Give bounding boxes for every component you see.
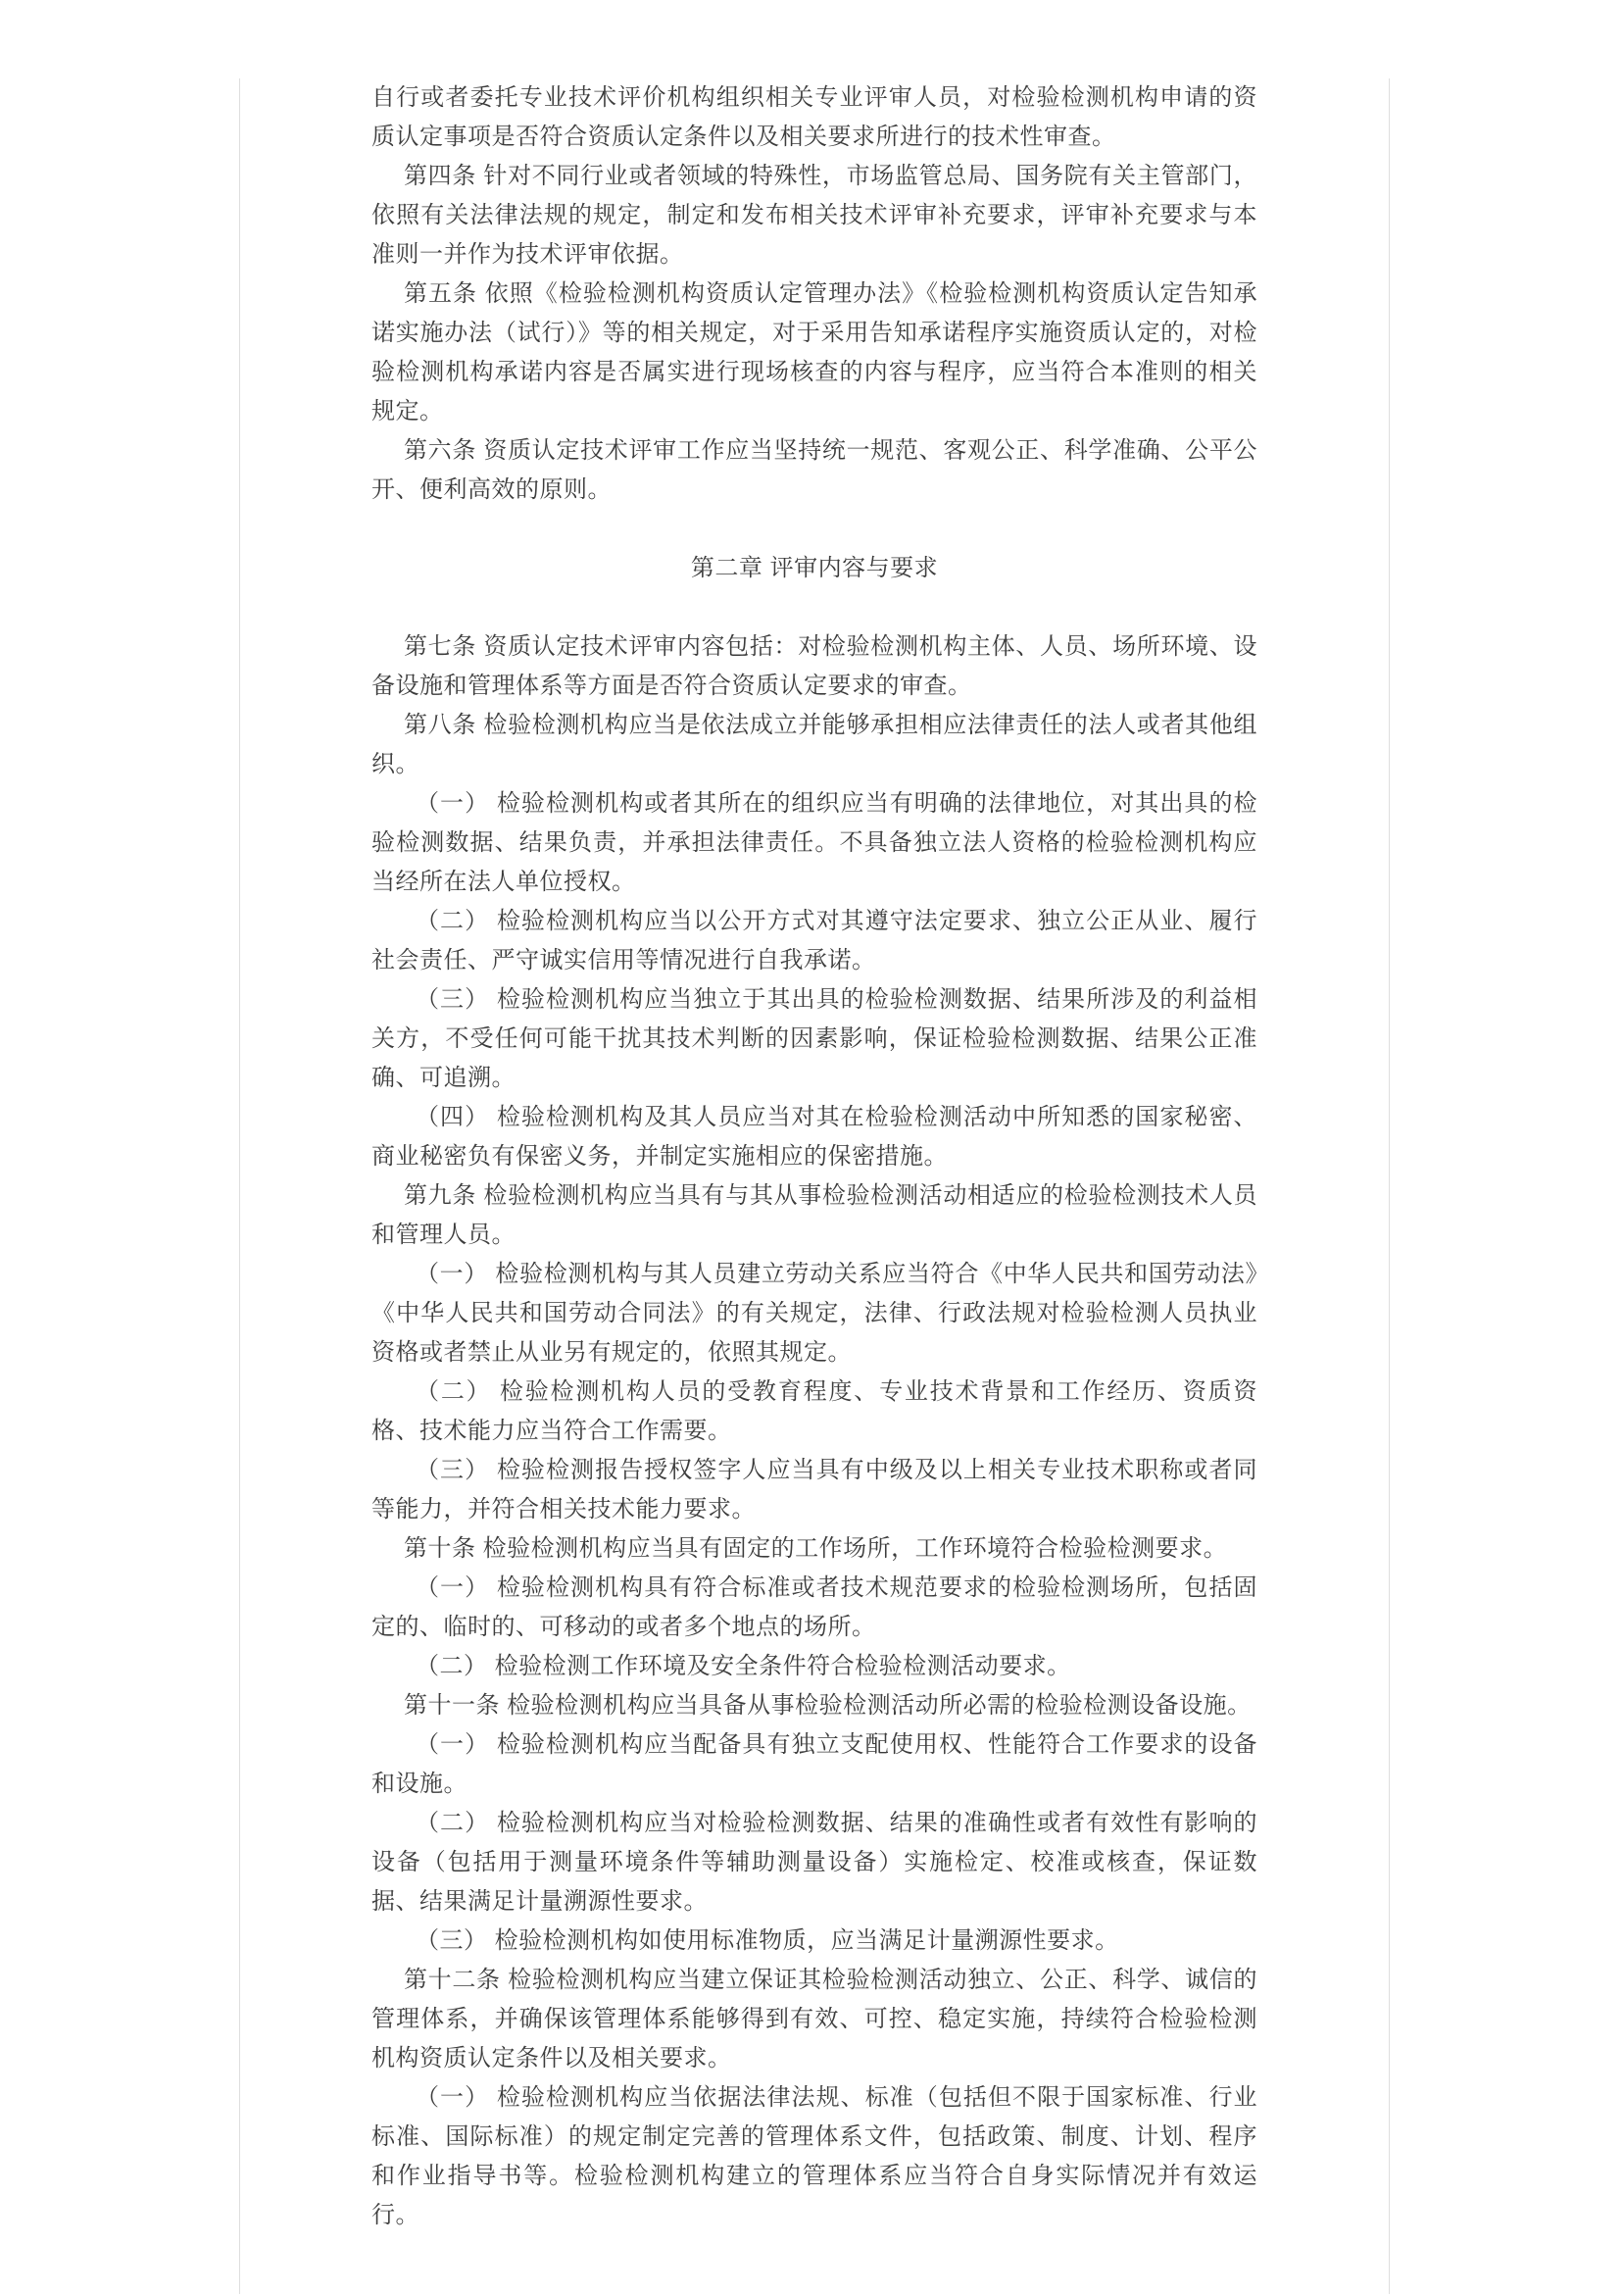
paragraph: 第七条 资质认定技术评审内容包括：对检验检测机构主体、人员、场所环境、设备设施和管理体系等方面是否符合资质认定要求的审查。 [371,633,1257,699]
paragraph: （一） 检验检测机构或者其所在的组织应当有明确的法律地位，对其出具的检验检测数据、结果负责，并承担法律责任。不具备独立法人资格的检验检测机构应当经所在法人单位授权。 [371,790,1257,895]
paragraph: （三） 检验检测报告授权签字人应当具有中级及以上相关专业技术职称或者同等能力，并符合相关技术能力要求。 [371,1457,1257,1522]
paragraph: （二） 检验检测机构应当对检验检测数据、结果的准确性或者有效性有影响的设备（包括用于测量环境条件等辅助测量设备）实施检定、校准或核查，保证数据、结果满足计量溯源性要求。 [371,1810,1257,1915]
document-body [371,78,1257,2235]
paragraph: 第十条 检验检测机构应当具有固定的工作场所，工作环境符合检验检测要求。 [404,1535,1228,1562]
paragraph: （一） 检验检测机构应当依据法律法规、标准（包括但不限于国家标准、行业标准、国际标准）的规定制定完善的管理体系文件，包括政策、制度、计划、程序和作业指导书等。检验检测机构建立的管理体系应当符合自身实际情况并有效运行。 [371,2084,1257,2228]
paragraph: 第十一条 检验检测机构应当具备从事检验检测活动所必需的检验检测设备设施。 [404,1692,1252,1719]
paragraph: （二） 检验检测机构人员的受教育程度、专业技术背景和工作经历、资质资格、技术能力应当符合工作需要。 [371,1378,1257,1444]
paragraph: 第十二条 检验检测机构应当建立保证其检验检测活动独立、公正、科学、诚信的管理体系，并确保该管理体系能够得到有效、可控、稳定实施，持续符合检验检测机构资质认定条件以及相关要求。 [371,1967,1257,2071]
paragraph: （一） 检验检测机构与其人员建立劳动关系应当符合《中华人民共和国劳动法》《中华人民共和国劳动合同法》的有关规定，法律、行政法规对检验检测人员执业资格或者禁止从业另有规定的，依照其规定。 [371,1261,1257,1366]
paragraph: （二） 检验检测工作环境及安全条件符合检验检测活动要求。 [416,1653,1071,1679]
paragraph: 第六条 资质认定技术评审工作应当坚持统一规范、客观公正、科学准确、公平公开、便利高效的原则。 [371,437,1257,503]
paragraph: 第九条 检验检测机构应当具有与其从事检验检测活动相适应的检验检测技术人员和管理人员。 [371,1182,1257,1248]
paragraph: 自行或者委托专业技术评价机构组织相关专业评审人员，对检验检测机构申请的资质认定事项是否符合资质认定条件以及相关要求所进行的技术性审查。 [371,84,1257,150]
paragraph: （三） 检验检测机构如使用标准物质，应当满足计量溯源性要求。 [416,1927,1119,1954]
paragraph: （一） 检验检测机构应当配备具有独立支配使用权、性能符合工作要求的设备和设施。 [371,1731,1257,1797]
paragraph: 第五条 依照《检验检测机构资质认定管理办法》《检验检测机构资质认定告知承诺实施办法（试行）》等的相关规定，对于采用告知承诺程序实施资质认定的，对检验检测机构承诺内容是否属实进行现场核查的内容与程序，应当符合本准则的相关规定。 [371,280,1257,424]
paragraph: （二） 检验检测机构应当以公开方式对其遵守法定要求、独立公正从业、履行社会责任、严守诚实信用等情况进行自我承诺。 [371,908,1257,973]
paragraph: （四） 检验检测机构及其人员应当对其在检验检测活动中所知悉的国家秘密、商业秘密负有保密义务，并制定实施相应的保密措施。 [371,1104,1257,1170]
paragraph: （三） 检验检测机构应当独立于其出具的检验检测数据、结果所涉及的利益相关方，不受任何可能干扰其技术判断的因素影响，保证检验检测数据、结果公正准确、可追溯。 [371,986,1257,1091]
paragraph: （一） 检验检测机构具有符合标准或者技术规范要求的检验检测场所，包括固定的、临时的、可移动的或者多个地点的场所。 [371,1574,1257,1640]
page-card [239,78,1390,2294]
paragraph: 第四条 针对不同行业或者领域的特殊性，市场监管总局、国务院有关主管部门，依照有关法律法规的规定，制定和发布相关技术评审补充要求，评审补充要求与本准则一并作为技术评审依据。 [371,163,1257,268]
chapter-heading: 第二章 评审内容与要求 [690,555,939,581]
paragraph: 第八条 检验检测机构应当是依法成立并能够承担相应法律责任的法人或者其他组织。 [371,712,1257,777]
